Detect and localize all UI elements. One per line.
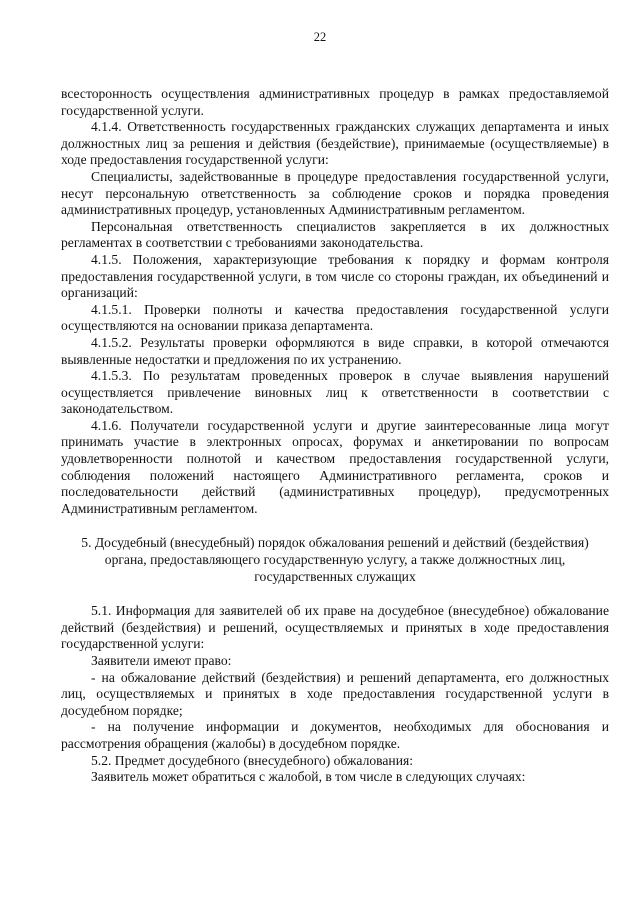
paragraph: 4.1.6. Получатели государственной услуги и другие заинтересованные лица могут принимать участие в электронных опросах, форумах и анкетировании по вопросам удовлетворенности полнотой и качеством предоставления государственной услуги, соблюдения положений настоящего Административного регламента, сроков и последовательности действий (административных процедур), предусмотренных Административным регламентом. bbox=[61, 417, 609, 516]
paragraph: 4.1.5.3. По результатам проведенных проверок в случае выявления нарушений осуществляется привлечение виновных лиц к ответственности в соответствии с законодательством. bbox=[61, 368, 609, 417]
paragraph: Заявители имеют право: bbox=[91, 653, 232, 668]
paragraph: 4.1.4. Ответственность государственных гражданских служащих департамента и иных должностных лиц за решения и действия (бездействие), принимаемые (осуществляемые) в ходе предоставления государственной услуги: bbox=[61, 119, 609, 168]
paragraph: Персональная ответственность специалистов закрепляется в их должностных регламентах в соответствии с требованиями законодательства. bbox=[61, 218, 609, 251]
paragraph: 5.1. Информация для заявителей об их праве на досудебное (внесудебное) обжалование действий (бездействия) и решений, осуществляемых и принятых в ходе предоставления государственной услуги: bbox=[61, 603, 609, 652]
page-body bbox=[61, 86, 609, 786]
paragraph: 5.2. Предмет досудебного (внесудебного) обжалования: bbox=[91, 752, 414, 768]
paragraph: всесторонность осуществления административных процедур в рамках предоставляемой государственной услуги. bbox=[61, 86, 609, 118]
list-item: - на получение информации и документов, необходимых для обоснования и рассмотрения обращения (жалобы) в досудебном порядке. bbox=[61, 719, 609, 751]
paragraph: 4.1.5. Положения, характеризующие требования к порядку и формам контроля предоставления государственной услуги, в том числе со стороны граждан, их объединений и организаций: bbox=[61, 251, 609, 301]
paragraph: Заявитель может обратиться с жалобой, в том числе в следующих случаях: bbox=[91, 769, 526, 785]
list-item: - на обжалование действий (бездействия) и решений департамента, его должностных лиц, осуществляемых и принятых в ходе предоставления государственной услуги в досудебном порядке; bbox=[61, 669, 609, 718]
section-4-continuation bbox=[61, 86, 609, 517]
paragraph: Специалисты, задействованные в процедуре предоставления государственной услуги, несут персональную ответственность за соблюдение сроков и порядка проведения административных процедур, установленных Административным регламентом. bbox=[61, 168, 609, 218]
paragraph: 4.1.5.1. Проверки полноты и качества предоставления государственной услуги осуществляются на основании приказа департамента. bbox=[61, 301, 609, 334]
page-number: 22 bbox=[313, 30, 327, 44]
section-heading: 5. Досудебный (внесудебный) порядок обжалования решений и действий (бездействия) органа, предоставляющего государственную услугу, а также должностных лиц, государственных служащих bbox=[81, 535, 589, 584]
paragraph: 4.1.5.2. Результаты проверки оформляются в виде справки, в которой отмечаются выявленные недостатки и предложения по их устранению. bbox=[61, 334, 609, 367]
section-5-content bbox=[61, 603, 609, 786]
